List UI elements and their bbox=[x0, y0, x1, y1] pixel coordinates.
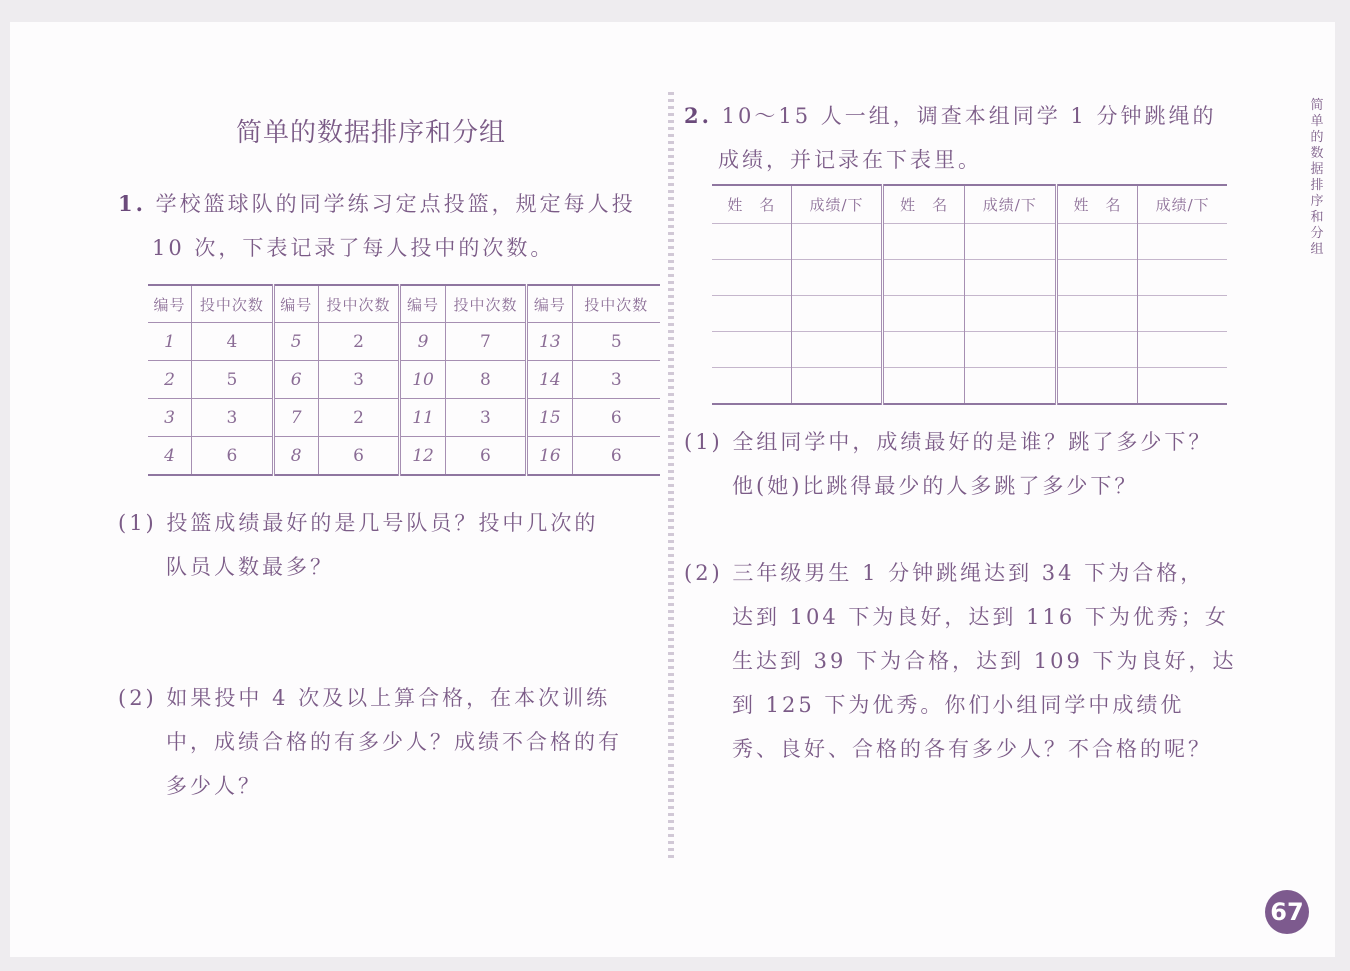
table-cell bbox=[883, 332, 965, 368]
table-cell bbox=[1138, 296, 1227, 332]
table-row bbox=[148, 361, 660, 399]
table-cell bbox=[712, 224, 791, 260]
table-cell: 7 bbox=[445, 323, 527, 361]
q2-text-1: 10～15 人一组，调查本组同学 1 分钟跳绳的 bbox=[721, 104, 1217, 128]
q1-sub2-line2: 中，成绩合格的有多少人？成绩不合格的有 bbox=[166, 730, 622, 754]
table-cell bbox=[883, 224, 965, 260]
q2-line1 bbox=[684, 100, 1216, 130]
table-cell bbox=[712, 260, 791, 296]
table-cell bbox=[883, 296, 965, 332]
page-title: 简单的数据排序和分组 bbox=[236, 118, 507, 148]
table-cell: 8 bbox=[273, 437, 318, 476]
table-cell bbox=[883, 368, 965, 405]
table-cell bbox=[1056, 332, 1138, 368]
table-cell: 3 bbox=[445, 399, 527, 437]
table-cell: 6 bbox=[273, 361, 318, 399]
table-cell: 1 bbox=[148, 323, 192, 361]
table-cell: 5 bbox=[273, 323, 318, 361]
table-cell: 11 bbox=[400, 399, 445, 437]
shooting-table bbox=[148, 284, 660, 476]
table-row bbox=[712, 368, 1227, 405]
table-cell: 13 bbox=[527, 323, 572, 361]
q2-sub2-line2: 达到 104 下为良好，达到 116 下为优秀；女 bbox=[732, 605, 1229, 629]
table-cell: 14 bbox=[527, 361, 572, 399]
q2-sub1-line2: 他(她)比跳得最少的人多跳了多少下？ bbox=[732, 474, 1139, 498]
q1-sub2-line3: 多少人？ bbox=[166, 774, 262, 798]
table-cell: 2 bbox=[318, 399, 400, 437]
q2-sub1-line1: (1) 全组同学中，成绩最好的是谁？跳了多少下？ bbox=[684, 430, 1213, 454]
table-cell bbox=[965, 368, 1057, 405]
table-cell bbox=[965, 224, 1057, 260]
table-cell: 4 bbox=[148, 437, 192, 476]
table-cell bbox=[1056, 368, 1138, 405]
table-cell: 7 bbox=[273, 399, 318, 437]
table-cell: 3 bbox=[572, 361, 660, 399]
table-cell: 6 bbox=[192, 437, 274, 476]
table-cell bbox=[1056, 260, 1138, 296]
table-row bbox=[148, 437, 660, 476]
table-row bbox=[148, 399, 660, 437]
table-row bbox=[712, 296, 1227, 332]
q2-sub2-line3: 生达到 39 下为合格，达到 109 下为良好，达 bbox=[732, 649, 1237, 673]
q2-line2: 成绩，并记录在下表里。 bbox=[718, 148, 982, 172]
table-cell bbox=[883, 260, 965, 296]
table-cell: 10 bbox=[400, 361, 445, 399]
q2-sub2-line4: 到 125 下为优秀。你们小组同学中成绩优 bbox=[732, 693, 1185, 717]
table-cell bbox=[712, 368, 791, 405]
table-header-cell: 姓 名 bbox=[883, 185, 965, 224]
table-header-cell: 投中次数 bbox=[572, 285, 660, 323]
table-cell: 3 bbox=[318, 361, 400, 399]
table-header-row bbox=[148, 285, 660, 323]
table-header-cell: 成绩/下 bbox=[791, 185, 883, 224]
table-cell bbox=[1056, 224, 1138, 260]
table-cell: 5 bbox=[192, 361, 274, 399]
table-cell bbox=[791, 224, 883, 260]
table-cell: 9 bbox=[400, 323, 445, 361]
table-row bbox=[712, 260, 1227, 296]
table-row bbox=[712, 224, 1227, 260]
table-header-cell: 成绩/下 bbox=[1138, 185, 1227, 224]
table-cell bbox=[712, 296, 791, 332]
table-cell bbox=[1138, 260, 1227, 296]
table-cell: 12 bbox=[400, 437, 445, 476]
table-cell bbox=[791, 260, 883, 296]
table-cell: 6 bbox=[572, 437, 660, 476]
table-cell bbox=[791, 332, 883, 368]
table-cell: 15 bbox=[527, 399, 572, 437]
table-cell bbox=[965, 332, 1057, 368]
table-row bbox=[712, 332, 1227, 368]
table-header-cell: 编号 bbox=[400, 285, 445, 323]
table-header-cell: 编号 bbox=[148, 285, 192, 323]
table-header-cell: 姓 名 bbox=[712, 185, 791, 224]
table-cell bbox=[1138, 224, 1227, 260]
sidebar-section-title: 简单的数据排序和分组 bbox=[1310, 98, 1324, 257]
q1-line1 bbox=[118, 188, 636, 218]
table-header-row bbox=[712, 185, 1227, 224]
table-cell bbox=[1138, 332, 1227, 368]
table-cell bbox=[712, 332, 791, 368]
table-header-cell: 成绩/下 bbox=[965, 185, 1057, 224]
jump-rope-table bbox=[712, 184, 1227, 405]
q2-sub2-line5: 秀、良好、合格的各有多少人？不合格的呢？ bbox=[732, 737, 1212, 761]
table-cell bbox=[1056, 296, 1138, 332]
table-header-cell: 投中次数 bbox=[318, 285, 400, 323]
table-cell: 6 bbox=[572, 399, 660, 437]
table-header-cell: 姓 名 bbox=[1056, 185, 1138, 224]
table-cell: 2 bbox=[148, 361, 192, 399]
q1-sub1-line2: 队员人数最多？ bbox=[166, 555, 334, 579]
table-header-cell: 编号 bbox=[527, 285, 572, 323]
q2-number: 2. bbox=[684, 103, 712, 128]
table-header-cell: 投中次数 bbox=[445, 285, 527, 323]
q1-sub2-line1: (2) 如果投中 4 次及以上算合格，在本次训练 bbox=[118, 686, 611, 710]
table-cell: 5 bbox=[572, 323, 660, 361]
table-cell: 6 bbox=[445, 437, 527, 476]
table-cell: 16 bbox=[527, 437, 572, 476]
table-cell bbox=[965, 260, 1057, 296]
q1-number: 1. bbox=[118, 191, 146, 216]
table-row bbox=[148, 323, 660, 361]
table-cell: 6 bbox=[318, 437, 400, 476]
table-cell: 3 bbox=[192, 399, 274, 437]
table-header-cell: 投中次数 bbox=[192, 285, 274, 323]
q1-line2: 10 次，下表记录了每人投中的次数。 bbox=[152, 236, 555, 260]
q2-sub2-line1: (2) 三年级男生 1 分钟跳绳达到 34 下为合格， bbox=[684, 561, 1205, 585]
table-cell: 4 bbox=[192, 323, 274, 361]
table-cell bbox=[791, 368, 883, 405]
page-divider bbox=[668, 92, 674, 862]
page-number-badge: 67 bbox=[1265, 890, 1309, 934]
table-cell bbox=[1138, 368, 1227, 405]
table-cell: 2 bbox=[318, 323, 400, 361]
q1-text-1: 学校篮球队的同学练习定点投篮，规定每人投 bbox=[155, 192, 636, 216]
table-cell: 3 bbox=[148, 399, 192, 437]
table-cell: 8 bbox=[445, 361, 527, 399]
table-header-cell: 编号 bbox=[273, 285, 318, 323]
q1-sub1-line1: (1) 投篮成绩最好的是几号队员？投中几次的 bbox=[118, 511, 599, 535]
table-cell bbox=[965, 296, 1057, 332]
table-cell bbox=[791, 296, 883, 332]
